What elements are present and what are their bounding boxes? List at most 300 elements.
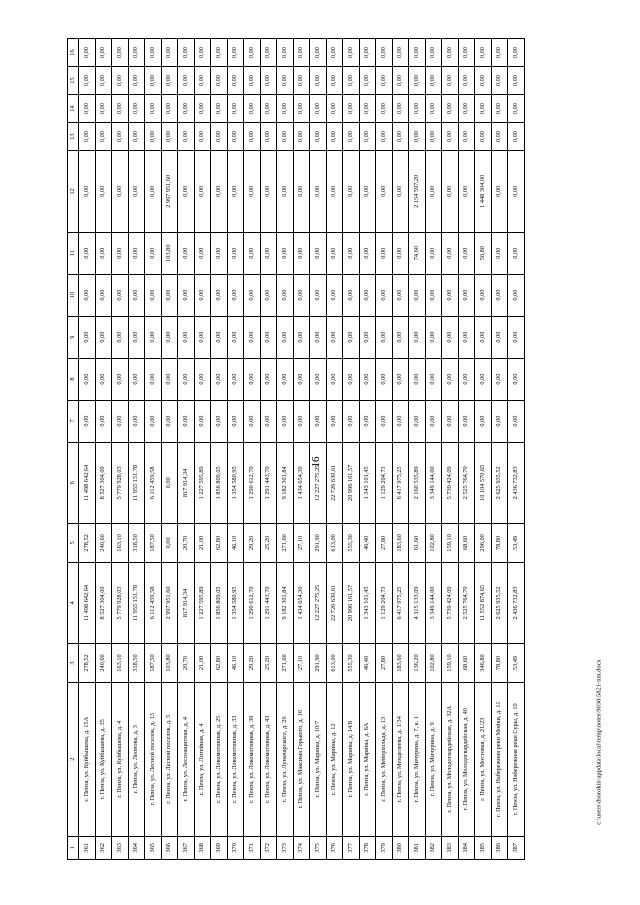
table-row: [326, 39, 343, 860]
table-cell: 1 856 809,05: [211, 562, 228, 644]
column-header: 2: [68, 682, 79, 836]
table-cell: 0,00: [112, 232, 129, 274]
table-cell: 0,00: [194, 316, 211, 358]
table-cell: 0,00: [425, 95, 442, 123]
table-cell: 383: [442, 836, 459, 859]
table-cell: 0,00: [326, 67, 343, 95]
table-cell: 0,00: [508, 151, 525, 233]
table-cell: 0,00: [178, 95, 195, 123]
address-cell: г. Пенза, ул. Мейерхольда, д. 13: [376, 682, 393, 836]
table-cell: 0,00: [95, 39, 112, 67]
table-cell: 27,10: [293, 644, 310, 682]
table-cell: 0,00: [293, 123, 310, 151]
table-cell: 1 856 809,05: [211, 442, 228, 524]
table-cell: 74,60: [409, 232, 426, 274]
table-cell: 0,00: [277, 151, 294, 233]
table-cell: 0,00: [376, 316, 393, 358]
table-cell: 0,00: [277, 95, 294, 123]
table-cell: 0,00: [194, 39, 211, 67]
table-cell: 0,00: [145, 274, 162, 316]
table-row: [392, 39, 409, 860]
table-cell: 0,00: [475, 400, 492, 442]
table-cell: 0,00: [409, 67, 426, 95]
address-cell: г. Пенза, ул. Молодогвардейская, д. 40: [458, 682, 475, 836]
table-cell: 374: [293, 836, 310, 859]
table-cell: 5 739 424,09: [442, 562, 459, 644]
column-header: 5: [68, 524, 79, 562]
table-cell: 2 625 935,52: [491, 562, 508, 644]
table-cell: 0,00: [442, 400, 459, 442]
table-cell: 0,00: [178, 316, 195, 358]
table-cell: 27,10: [293, 524, 310, 562]
table-cell: 0,00: [310, 316, 327, 358]
table-cell: 0,00: [112, 400, 129, 442]
table-row: [227, 39, 244, 860]
table-cell: 0,00: [244, 67, 261, 95]
address-cell: г. Пенза, ул. Марины, д. 14/8: [343, 682, 360, 836]
table-cell: 0,00: [260, 274, 277, 316]
table-cell: 0,00: [79, 123, 96, 151]
table-cell: 159,10: [442, 524, 459, 562]
table-cell: 0,00: [392, 232, 409, 274]
address-cell: г. Пенза, ул. Набережная реки Мойки, д. 11: [491, 682, 508, 836]
table-cell: 0,00: [392, 39, 409, 67]
page-number: 16: [310, 456, 322, 468]
table-cell: 68,60: [458, 644, 475, 682]
table-cell: 0,00: [458, 67, 475, 95]
table-cell: 0,00: [79, 151, 96, 233]
table-cell: 1 343 101,45: [359, 442, 376, 524]
table-cell: 0,00: [161, 524, 178, 562]
table-cell: 346,80: [475, 644, 492, 682]
table-cell: 0,00: [95, 67, 112, 95]
table-cell: 183,60: [392, 644, 409, 682]
table-cell: 0,00: [310, 95, 327, 123]
table-cell: 0,00: [392, 67, 409, 95]
table-cell: 2 997 951,60: [161, 562, 178, 644]
table-cell: 0,00: [491, 67, 508, 95]
table-cell: 613,00: [326, 524, 343, 562]
table-cell: 381: [409, 836, 426, 859]
table-cell: 2 160 535,89: [409, 442, 426, 524]
data-table: [67, 38, 525, 860]
address-cell: г. Пенза, ул. Максима Горького, д. 16: [293, 682, 310, 836]
table-cell: 0,00: [178, 151, 195, 233]
table-cell: 11 498 642,64: [79, 442, 96, 524]
table-cell: 0,00: [343, 67, 360, 95]
table-cell: 318,50: [128, 644, 145, 682]
table-cell: 0,00: [491, 95, 508, 123]
table-cell: 0,00: [392, 123, 409, 151]
table-cell: 29,20: [244, 644, 261, 682]
table-cell: 0,00: [227, 39, 244, 67]
table-cell: 613,00: [326, 644, 343, 682]
address-cell: г. Пенза, ул. Куйбышева, д. 35: [95, 682, 112, 836]
table-cell: 0,00: [376, 358, 393, 400]
table-cell: 0,00: [458, 39, 475, 67]
table-cell: 183,60: [392, 524, 409, 562]
column-header: 9: [68, 316, 79, 358]
table-cell: 0,00: [128, 123, 145, 151]
address-cell: г. Пенза, ул. Молодогвардейская, д. 32А: [442, 682, 459, 836]
table-cell: 0,00: [491, 316, 508, 358]
table-cell: 0,00: [128, 67, 145, 95]
table-cell: 0,00: [293, 151, 310, 233]
table-cell: 0,00: [359, 274, 376, 316]
table-cell: 0,00: [409, 358, 426, 400]
table-cell: 0,00: [79, 95, 96, 123]
column-header: 13: [68, 123, 79, 151]
table-cell: 0,00: [277, 316, 294, 358]
table-row: [359, 39, 376, 860]
column-header: 16: [68, 39, 79, 67]
table-cell: 1 354 580,95: [227, 562, 244, 644]
table-cell: 4 315 133,09: [409, 562, 426, 644]
table-cell: 0,00: [211, 400, 228, 442]
table-cell: 0,00: [376, 123, 393, 151]
table-cell: 6 417 975,25: [392, 442, 409, 524]
table-row: [145, 39, 162, 860]
table-cell: 0,00: [227, 316, 244, 358]
table-cell: 0,00: [392, 274, 409, 316]
table-cell: 20,70: [178, 524, 195, 562]
table-cell: 0,00: [359, 123, 376, 151]
address-cell: г. Пенза, ул. Мостовая, д. 21/23: [475, 682, 492, 836]
column-header: 12: [68, 151, 79, 233]
table-cell: 0,00: [343, 151, 360, 233]
table-cell: 0,00: [475, 67, 492, 95]
table-cell: 0,00: [260, 316, 277, 358]
table-cell: 0,00: [194, 400, 211, 442]
table-cell: 53,49: [508, 524, 525, 562]
table-cell: 375: [310, 836, 327, 859]
table-cell: 0,00: [458, 400, 475, 442]
table-cell: 0,00: [359, 95, 376, 123]
table-cell: 367: [178, 836, 195, 859]
table-cell: 1 291 443,70: [260, 442, 277, 524]
table-cell: 10 104 570,65: [475, 442, 492, 524]
table-row: [260, 39, 277, 860]
address-cell: г. Пенза, ул. Литейная, д. 4: [194, 682, 211, 836]
table-cell: 369: [211, 836, 228, 859]
table-cell: 0,00: [442, 123, 459, 151]
table-cell: 0,00: [442, 358, 459, 400]
table-cell: 0,00: [359, 232, 376, 274]
table-cell: 0,00: [293, 232, 310, 274]
table-cell: 22 726 630,61: [326, 442, 343, 524]
table-cell: 0,00: [310, 274, 327, 316]
table-cell: 0,00: [442, 67, 459, 95]
table-cell: 0,00: [293, 358, 310, 400]
table-cell: 0,00: [145, 123, 162, 151]
table-cell: 0,00: [79, 67, 96, 95]
table-cell: 0,00: [178, 274, 195, 316]
table-cell: 376: [326, 836, 343, 859]
table-cell: 0,00: [458, 232, 475, 274]
table-cell: 8 527 304,00: [95, 562, 112, 644]
table-cell: 0,00: [458, 123, 475, 151]
table-cell: 0,00: [508, 358, 525, 400]
table-cell: 25,20: [260, 524, 277, 562]
table-cell: 0,00: [145, 232, 162, 274]
table-cell: 368: [194, 836, 211, 859]
table-cell: 1 434 654,30: [293, 562, 310, 644]
table-cell: 0,00: [145, 316, 162, 358]
table-cell: 20 996 161,57: [343, 562, 360, 644]
table-cell: 159,10: [442, 644, 459, 682]
address-cell: г. Пенза, ул. Лесной поселок, д. 13: [145, 682, 162, 836]
column-header: 10: [68, 274, 79, 316]
table-cell: 11 498 642,64: [79, 562, 96, 644]
table-cell: 384: [458, 836, 475, 859]
table-cell: 0,00: [458, 274, 475, 316]
table-cell: 2 997 951,60: [161, 151, 178, 233]
address-cell: г. Пенза, ул. Луначарского, д. 26: [277, 682, 294, 836]
table-cell: 0,00: [178, 39, 195, 67]
table-cell: 0,00: [293, 95, 310, 123]
table-cell: 0,00: [211, 123, 228, 151]
address-cell: г. Пенза, ул. Куйбышева, д. 4: [112, 682, 129, 836]
table-cell: 0,00: [359, 400, 376, 442]
table-row: [310, 39, 327, 860]
table-cell: 0,00: [409, 95, 426, 123]
table-cell: 0,00: [260, 39, 277, 67]
table-row: [244, 39, 261, 860]
table-cell: 0,00: [244, 123, 261, 151]
table-cell: 29,20: [244, 524, 261, 562]
table-cell: 0,00: [194, 274, 211, 316]
table-cell: 0,00: [310, 358, 327, 400]
table-cell: 0,00: [392, 95, 409, 123]
table-row: [508, 39, 525, 860]
table-cell: 0,00: [425, 67, 442, 95]
table-row: [128, 39, 145, 860]
table-cell: 0,00: [442, 274, 459, 316]
address-cell: г. Пенза, ул. Марины, д. 10/7: [310, 682, 327, 836]
table-cell: 0,00: [442, 39, 459, 67]
table-cell: 0,00: [227, 151, 244, 233]
table-cell: 0,00: [211, 316, 228, 358]
table-cell: 0,00: [475, 274, 492, 316]
table-row: [491, 39, 508, 860]
table-cell: 0,00: [161, 442, 178, 524]
table-row: [178, 39, 195, 860]
table-cell: 318,50: [128, 524, 145, 562]
table-cell: 0,00: [194, 232, 211, 274]
table-cell: 0,00: [491, 358, 508, 400]
table-cell: 0,00: [442, 151, 459, 233]
table-cell: 12 227 275,25: [310, 562, 327, 644]
table-cell: 0,00: [508, 400, 525, 442]
table-cell: 136,20: [409, 644, 426, 682]
table-cell: 0,00: [227, 400, 244, 442]
table-cell: 12 227 275,25: [310, 442, 327, 524]
table-cell: 2 154 597,20: [409, 151, 426, 233]
table-cell: 1 354 580,95: [227, 442, 244, 524]
table-cell: 0,00: [95, 95, 112, 123]
table-cell: 1 448 304,00: [475, 151, 492, 233]
table-cell: 0,00: [227, 232, 244, 274]
table-cell: 0,00: [178, 232, 195, 274]
table-cell: 0,00: [409, 316, 426, 358]
table-cell: 0,00: [128, 400, 145, 442]
table-cell: 372: [260, 836, 277, 859]
table-cell: 0,00: [392, 151, 409, 233]
table-cell: 9 182 301,84: [277, 442, 294, 524]
table-cell: 25,20: [260, 644, 277, 682]
table-cell: 22 726 630,61: [326, 562, 343, 644]
table-cell: 291,90: [310, 524, 327, 562]
table-cell: 0,00: [326, 400, 343, 442]
table-cell: 0,00: [79, 400, 96, 442]
table-cell: 163,10: [112, 524, 129, 562]
table-cell: 278,52: [79, 524, 96, 562]
table-row: [425, 39, 442, 860]
table-cell: 0,00: [491, 123, 508, 151]
table-cell: 68,60: [458, 524, 475, 562]
table-cell: 20,70: [178, 644, 195, 682]
table-cell: 0,00: [343, 274, 360, 316]
table-cell: 271,60: [277, 644, 294, 682]
column-header: 14: [68, 95, 79, 123]
table-cell: 0,00: [128, 358, 145, 400]
table-cell: 0,00: [491, 400, 508, 442]
table-row: [293, 39, 310, 860]
table-row: [475, 39, 492, 860]
table-cell: 1 291 443,70: [260, 562, 277, 644]
table-cell: 0,00: [293, 39, 310, 67]
table-cell: 0,00: [409, 123, 426, 151]
table-cell: 0,00: [95, 151, 112, 233]
address-cell: г. Пенза, ул. Лесной поселок, д. 5: [161, 682, 178, 836]
table-cell: 6 417 975,25: [392, 562, 409, 644]
table-cell: 382: [425, 836, 442, 859]
table-cell: 0,00: [277, 67, 294, 95]
table-cell: 0,00: [194, 123, 211, 151]
table-cell: 0,00: [409, 274, 426, 316]
table-cell: 0,00: [326, 39, 343, 67]
table-cell: 0,00: [194, 358, 211, 400]
table-cell: 0,00: [211, 358, 228, 400]
table-cell: 6 112 459,58: [145, 442, 162, 524]
table-cell: 0,00: [161, 39, 178, 67]
table-cell: 27,80: [376, 524, 393, 562]
table-cell: 0,00: [227, 358, 244, 400]
table-cell: 0,00: [310, 67, 327, 95]
table-row: [194, 39, 211, 860]
table-cell: 0,00: [376, 274, 393, 316]
table-cell: 370: [227, 836, 244, 859]
table-cell: 0,00: [277, 274, 294, 316]
table-cell: 102,80: [425, 644, 442, 682]
address-cell: г. Пенза, ул. Куйбышева, д. 15А: [79, 682, 96, 836]
table-row: [409, 39, 426, 860]
table-cell: 0,00: [442, 316, 459, 358]
table-cell: 0,00: [211, 67, 228, 95]
table-cell: 0,00: [112, 95, 129, 123]
rotated-table-container: [67, 38, 579, 860]
table-cell: 0,00: [425, 316, 442, 358]
table-cell: 0,00: [128, 151, 145, 233]
table-cell: 0,00: [79, 274, 96, 316]
table-cell: 1 290 612,70: [244, 442, 261, 524]
table-cell: 0,00: [425, 358, 442, 400]
table-cell: 3 349 144,00: [425, 562, 442, 644]
table-cell: 240,60: [95, 644, 112, 682]
column-header: 4: [68, 562, 79, 644]
table-cell: 0,00: [277, 400, 294, 442]
table-cell: 0,00: [442, 232, 459, 274]
table-cell: 0,00: [326, 123, 343, 151]
table-cell: 361: [79, 836, 96, 859]
table-cell: 0,00: [161, 274, 178, 316]
table-cell: 0,00: [326, 358, 343, 400]
table-cell: 187,50: [145, 524, 162, 562]
table-cell: 362: [95, 836, 112, 859]
table-cell: 11 955 151,78: [128, 442, 145, 524]
column-header: 3: [68, 644, 79, 682]
table-cell: 0,00: [293, 274, 310, 316]
table-cell: 1 227 595,89: [194, 442, 211, 524]
table-cell: 0,00: [145, 358, 162, 400]
table-cell: 6 112 459,58: [145, 562, 162, 644]
table-cell: 0,00: [211, 274, 228, 316]
table-cell: 0,00: [244, 400, 261, 442]
table-cell: 46,40: [359, 644, 376, 682]
table-cell: 0,00: [178, 400, 195, 442]
table-cell: 0,00: [95, 274, 112, 316]
table-cell: 385: [475, 836, 492, 859]
column-header: 15: [68, 67, 79, 95]
table-cell: 0,00: [343, 123, 360, 151]
table-cell: 27,80: [376, 644, 393, 682]
table-cell: 0,00: [475, 358, 492, 400]
address-cell: г. Пенза, ул. Менделеева, д. 1/34: [392, 682, 409, 836]
table-cell: 0,00: [145, 39, 162, 67]
table-cell: 2 525 764,70: [458, 562, 475, 644]
table-cell: 0,00: [227, 274, 244, 316]
table-cell: 0,00: [326, 316, 343, 358]
table-cell: 380: [392, 836, 409, 859]
table-cell: 0,00: [376, 95, 393, 123]
table-cell: 0,00: [359, 151, 376, 233]
column-header: 6: [68, 442, 79, 524]
table-cell: 0,00: [178, 67, 195, 95]
table-cell: 0,00: [475, 316, 492, 358]
table-cell: 555,30: [343, 524, 360, 562]
table-cell: 0,00: [112, 67, 129, 95]
table-cell: 0,00: [244, 151, 261, 233]
table-cell: 3 349 144,00: [425, 442, 442, 524]
address-cell: г. Пенза, ул. Леонова, д. 3: [128, 682, 145, 836]
table-cell: 0,00: [211, 151, 228, 233]
table-cell: 50,80: [475, 232, 492, 274]
table-cell: 0,00: [409, 39, 426, 67]
table-cell: 817 914,34: [178, 562, 195, 644]
table-cell: 0,00: [310, 232, 327, 274]
table-cell: 0,00: [260, 123, 277, 151]
table-cell: 0,00: [508, 316, 525, 358]
table-cell: 1 129 204,73: [376, 562, 393, 644]
table-cell: 78,80: [491, 524, 508, 562]
table-cell: 78,80: [491, 644, 508, 682]
address-cell: г. Пенза, ул. Локомотивная, д. 39: [244, 682, 261, 836]
table-cell: 0,00: [244, 316, 261, 358]
table-cell: 0,00: [161, 316, 178, 358]
table-cell: 378: [359, 836, 376, 859]
table-cell: 0,00: [376, 400, 393, 442]
table-cell: 62,80: [211, 524, 228, 562]
